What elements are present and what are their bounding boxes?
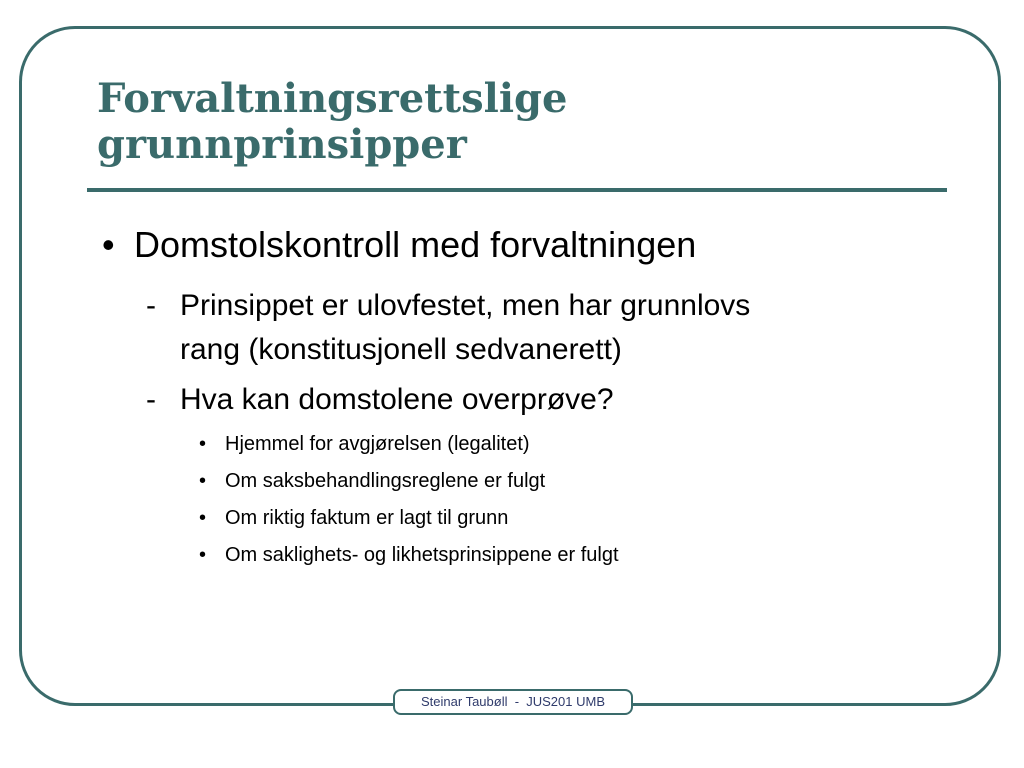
bullet-text: Om saksbehandlingsreglene er fulgt — [225, 470, 546, 492]
slide-content — [102, 220, 942, 574]
bullet-text-line: rang (konstitusjonell sedvanerett) — [180, 333, 622, 366]
dash-marker: - — [146, 383, 156, 416]
title-line-2: grunnprinsipper — [97, 121, 467, 168]
bullet-marker: • — [102, 224, 115, 265]
bullet-level3 — [102, 537, 942, 574]
bullet-text: Hva kan domstolene overprøve? — [180, 383, 614, 416]
bullet-level3 — [102, 463, 942, 500]
bullet-text: Om saklighets- og likhetsprinsippene er fulgt — [225, 544, 619, 566]
bullet-text: Hjemmel for avgjørelsen (legalitet) — [225, 433, 530, 455]
dash-marker: - — [146, 289, 156, 322]
bullet-text-line: Prinsippet er ulovfestet, men har grunnlovs — [180, 289, 751, 322]
title-line-1: Forvaltningsrettslige — [97, 75, 568, 122]
bullet-level1 — [102, 220, 942, 270]
bullet-level3 — [102, 500, 942, 537]
bullet-text: Domstolskontroll med forvaltningen — [134, 224, 697, 265]
slide-footer — [393, 689, 633, 715]
bullet-marker: • — [199, 544, 207, 566]
title-divider — [87, 188, 947, 192]
bullet-marker: • — [199, 433, 207, 455]
slide-title — [97, 76, 897, 168]
bullet-text: Om riktig faktum er lagt til grunn — [225, 507, 509, 529]
bullet-marker: • — [199, 507, 207, 529]
bullet-level2 — [102, 378, 942, 422]
bullet-marker: • — [199, 470, 207, 492]
bullet-level2 — [102, 284, 942, 372]
bullet-level3-list — [102, 426, 942, 574]
footer-text: Steinar Taubøll - JUS201 UMB — [421, 694, 605, 709]
bullet-level3 — [102, 426, 942, 463]
